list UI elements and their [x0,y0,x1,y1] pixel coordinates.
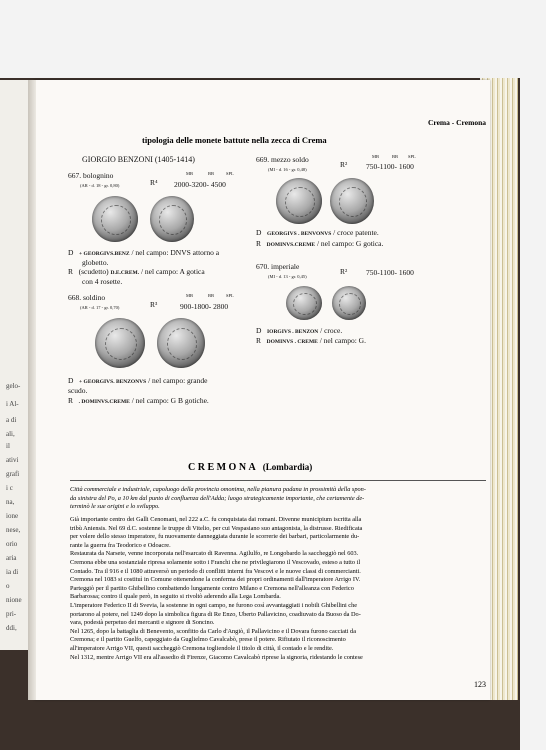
prev-page-line: a di [6,416,17,424]
prev-page-line: gelo- [6,382,21,390]
grade-header-spl: SPL [226,293,234,298]
coin-reverse-desc: R DOMINVS.CREME / nel campo: G gotica. [256,239,384,248]
reign-heading: GIORGIO BENZONI (1405-1414) [82,155,195,164]
grade-header-bb: BB [392,154,399,159]
coin-668-obverse-image [95,318,145,368]
grade-header-bb: BB [208,293,215,298]
coin-670-obverse-image [286,286,322,320]
coin-number-title: 667. bolognino [68,171,114,180]
coin-obverse-desc: D IORGIVS . BENZON / croce. [256,326,343,335]
grade-header-spl: SPL [226,171,234,176]
prev-page-line: o [6,582,10,590]
grade-header-mb: MB [372,154,380,159]
grade-header-mb: MB [186,171,194,176]
prev-page-line: pri- [6,610,17,618]
grade-header-mb: MB [186,293,194,298]
coin-obverse-desc-cont: globetto. [82,258,109,267]
prev-page-line: nese, [6,526,21,534]
prev-page-line: grafi [6,470,20,478]
coin-rarity: R² [340,267,348,276]
coin-reverse-desc: R . DOMINVS.CREME / nel campo: G B gotiche. [68,396,209,405]
prev-page-line: na, [6,498,15,506]
prev-page-line: i Al- [6,400,19,408]
coin-spec: (AR - d. 18 - gr. 0,80) [80,183,120,188]
coin-obverse-desc: D + GEORGIVS. BENZONVS / nel campo: grande [68,376,208,385]
prev-page-line: ione [6,512,19,520]
coin-667-obverse-image [92,196,138,242]
coin-number-title: 668. soldino [68,293,106,302]
prev-page-line: nione [6,596,22,604]
intro-paragraph: Città commerciale e industriale, capoluogo della provincia omonima, nella pianura padana in prossimità della spon- da sinistra del Po, a 10 km dal punto di confluenza dell'Adda; luogo strategicamente importante, che certamente de- terminò le sue origini e lo sviluppo. [70,486,366,511]
coin-obverse-desc-cont: scudo. [68,386,88,395]
prev-page-line: orio [6,540,18,548]
coin-values: 2000-3200- 4500 [174,180,226,189]
prev-page-line: il [6,442,10,450]
coin-values: 750-1100- 1600 [366,162,414,171]
page-gutter [28,80,36,700]
coin-667-reverse-image [150,196,194,242]
coin-spec: (MI - d. 16 - gr. 0,48) [268,167,307,172]
coin-reverse-desc: R (scudetto) D.E.CREM. / nel campo: A gotica [68,267,205,276]
prev-page-line: i c [6,484,13,492]
coin-668-reverse-image [157,318,205,368]
coin-number-title: 669. mezzo soldo [256,155,309,164]
coin-rarity: R² [340,160,348,169]
prev-page-line: ali, [6,430,15,438]
coin-rarity: R⁴ [150,178,158,187]
coin-spec: (AR - d. 17 - gr. 0,70) [80,305,120,310]
coin-spec: (MI - d. 13 - gr. 0,45) [268,274,307,279]
coin-rarity: R³ [150,300,158,309]
prev-page-line: ddi, [6,624,17,632]
coin-669-reverse-image [330,178,374,224]
running-head: Crema - Cremona [427,118,486,127]
coin-obverse-desc: D + GEORGIVS.BENZ / nel campo: DNVS attorno a [68,248,220,257]
grade-header-spl: SPL [408,154,416,159]
coin-670-reverse-image [332,286,366,320]
coin-obverse-desc: D GEORGIVS . BENVONVS / croce patente. [256,228,379,237]
section-heading: CREMONA (Lombardia) [188,462,313,473]
page-number: 123 [474,680,486,689]
coin-669-obverse-image [276,178,322,224]
coin-reverse-desc-cont: con 4 rosette. [82,277,123,286]
book-bottom [0,700,520,750]
history-paragraph: Già importante centro dei Galli Cenomani, nel 222 a.C. fu conquistata dai romani. Divenne municipium iscritta alla tribù Aniensis. Nel 69 d.C. sostenne le truppe di Vitelio, per cui Vespasiano suo antagonista, la distrusse. Riedificata per volere dello stesso imperatore, fu nuovamente danneggiata durante le scorrerie dei barbari, particolarmente du- rante la guerra fra Teodorico e Odoacre. Restaurata da Narsete, venne incorporata nell'esarcato di Ravenna. Agilulfo, re Longobardo la saccheggiò nel 603. Cremona ebbe una sostanziale ripresa solamente sotto i Franchi che ne privilegiarono il Vescovado, esteso a tutto il Contado. Tra il 916 e il 1080 attraversò un periodo di conflitti interni fra Vescovi e le nuove classi di commercianti. Cremona nel 1083 si costituì in Comune ottenendone la conferma dei propri ordinamenti dall'imperatore Arrigo IV. Parteggiò per il partito Ghibellino combattendo lungamente contro Milano e Cremona nell'alleanza con Federico Barbarossa; contro il quale però, in seguito si rivoltò aderendo alla Lega Lombarda. L'imperatore Federico II di Svevia, la sostenne in ogni campo, ne furono così avvantaggiati i nobili Ghibellini che portarono al potere, nel 1249 dopo la simbolica figura di Re Enzo, Uberto Pallavicino, coadiuvato da Buoso da Do- vara, podestà perpetuo dei mercanti e signore di Soncino. Nel 1265, dopo la battaglia di Benevento, sconfitto da Carlo d'Angiò, il Pallavicino e il Dovara furono cacciati da Cremona; e il partito Guelfo, capeggiato da Guglielmo Cavalcabò, prese il potere. Rifiutato il riconoscimento all'imperatore Arrigo VII, questi saccheggiò Cremona togliendole il titolo di città, il contado e le rendite. Nel 1312, mentre Arrigo VII era all'assedio di Firenze, Giacomo Cavalcabò riprese la signoria, ridestando le contese [70,516,363,661]
prev-page-line: ativi [6,456,19,464]
section-rule [70,480,486,481]
coin-reverse-desc: R DOMINVS . CREME / nel campo: G. [256,336,366,345]
coin-values: 900-1800- 2800 [180,302,229,311]
grade-header-bb: BB [208,171,215,176]
page-title: tipologia delle monete battute nella zecca di Crema [142,135,327,145]
coin-values: 750-1100- 1600 [366,268,414,277]
coin-number-title: 670. imperiale [256,262,300,271]
prev-page-line: ia di [6,568,19,576]
prev-page-line: aria [6,554,17,562]
